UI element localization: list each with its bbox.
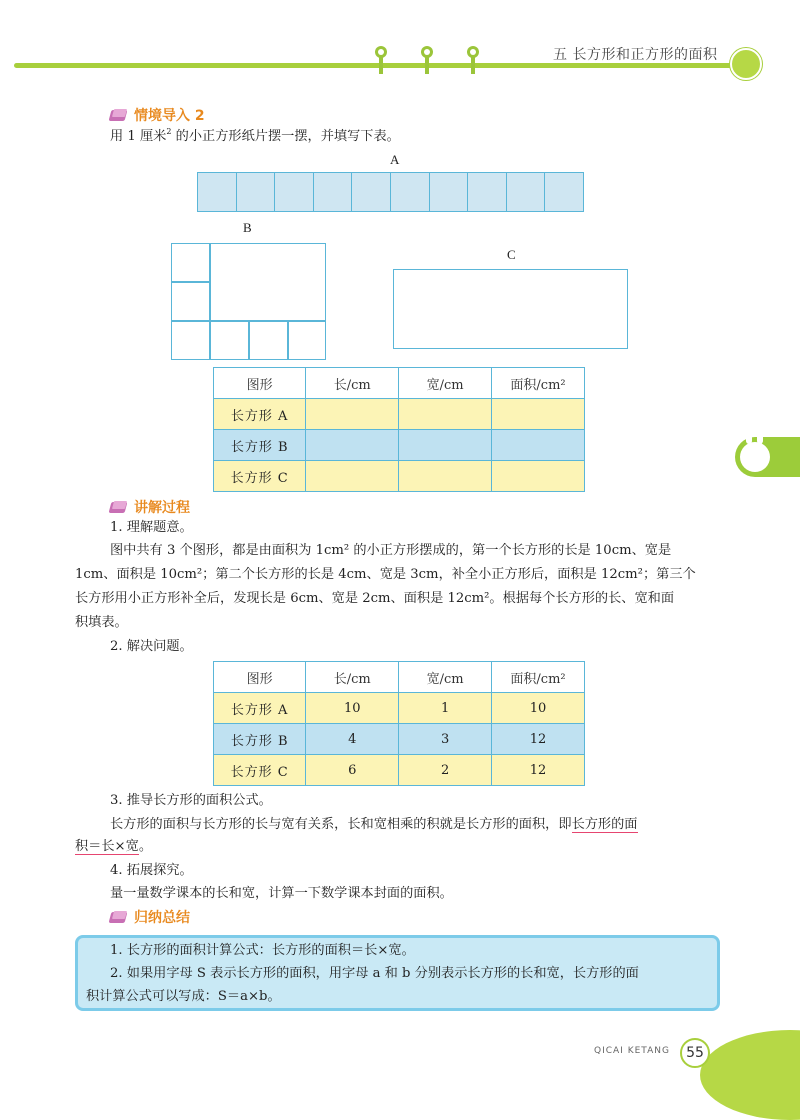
row-label: 长方形 A xyxy=(214,693,306,724)
table-row xyxy=(214,430,585,461)
formula-underline: 积＝长×宽 xyxy=(75,839,139,854)
value-cell: 3 xyxy=(399,724,492,755)
answer-cell[interactable] xyxy=(306,399,399,430)
grid-cell xyxy=(467,172,507,212)
answer-cell[interactable] xyxy=(306,461,399,492)
book-icon xyxy=(110,501,128,513)
grid-cell xyxy=(351,172,391,212)
value-cell: 2 xyxy=(399,755,492,786)
header-cell: 长/cm xyxy=(306,662,399,693)
figure-c-label: C xyxy=(507,247,516,262)
grid-cell xyxy=(197,172,237,212)
answer-cell[interactable] xyxy=(492,430,585,461)
summary-line: 积计算公式可以写成：S＝a×b。 xyxy=(86,989,281,1004)
header-cell: 图形 xyxy=(214,368,306,399)
header-cell: 图形 xyxy=(214,662,306,693)
answer-cell[interactable] xyxy=(399,461,492,492)
table-row xyxy=(214,693,585,724)
step2-title: 2. 解决问题。 xyxy=(110,639,193,654)
step4-title: 4. 拓展探究。 xyxy=(110,863,193,878)
section-heading-explain xyxy=(110,497,190,517)
binder-ring-icon xyxy=(420,46,434,82)
step1-title: 1. 理解题意。 xyxy=(110,520,193,535)
grid-cell xyxy=(236,172,276,212)
instruction-pre: 用 1 厘米 xyxy=(110,129,167,144)
table-row xyxy=(214,399,585,430)
footer-brand: QICAI KETANG xyxy=(594,1046,670,1056)
answer-cell[interactable] xyxy=(399,430,492,461)
bunny-icon xyxy=(740,442,770,472)
value-cell: 4 xyxy=(306,724,399,755)
answer-cell[interactable] xyxy=(492,461,585,492)
header-cell: 面积/cm² xyxy=(492,662,585,693)
header-cell: 长/cm xyxy=(306,368,399,399)
summary-line: 1. 长方形的面积计算公式：长方形的面积＝长×宽。 xyxy=(110,943,415,958)
header-cell: 面积/cm² xyxy=(492,368,585,399)
grid-line xyxy=(209,243,211,360)
mascot-icon xyxy=(730,48,762,80)
step4-line: 量一量数学课本的长和宽，计算一下数学课本封面的面积。 xyxy=(110,886,453,901)
book-icon xyxy=(110,109,128,121)
step1-line: 图中共有 3 个图形，都是由面积为 1cm² 的小正方形摆成的，第一个长方形的长是 10cm、宽是 xyxy=(110,543,672,558)
step1-line: 1cm、面积是 10cm²；第二个长方形的长是 4cm、宽是 3cm，补全小正方形后，面积是 12cm²；第三个 xyxy=(75,567,696,582)
grid-cell xyxy=(313,172,353,212)
table-row xyxy=(214,724,585,755)
book-icon xyxy=(110,911,128,923)
step3-line-1 xyxy=(110,814,638,836)
chapter-title: 五 长方形和正方形的面积 xyxy=(553,47,718,63)
step1-line: 积填表。 xyxy=(75,615,128,630)
grid-cell xyxy=(544,172,584,212)
binder-ring-icon xyxy=(466,46,480,82)
instruction-post: 的小正方形纸片摆一摆，并填写下表。 xyxy=(171,129,400,144)
binder-ring-icon xyxy=(374,46,388,82)
figure-a-grid xyxy=(197,172,584,212)
value-cell: 1 xyxy=(399,693,492,724)
table-header-row xyxy=(214,662,585,693)
table-row xyxy=(214,461,585,492)
answer-table xyxy=(213,661,585,786)
step1-line: 长方形用小正方形补全后，发现长是 6cm、宽是 2cm、面积是 12cm²。根据每个长方形的长、宽和面 xyxy=(75,591,675,606)
value-cell: 12 xyxy=(492,755,585,786)
row-label: 长方形 A xyxy=(214,399,306,430)
grid-cell xyxy=(274,172,314,212)
row-label: 长方形 B xyxy=(214,724,306,755)
value-cell: 6 xyxy=(306,755,399,786)
answer-cell[interactable] xyxy=(492,399,585,430)
instruction-sup: 2 xyxy=(166,127,172,136)
instruction-text xyxy=(110,126,400,148)
fill-in-table xyxy=(213,367,585,492)
formula-underline: 长方形的面 xyxy=(571,817,638,832)
grid-line xyxy=(248,320,250,360)
step3-end: 。 xyxy=(138,839,152,854)
table-header-row xyxy=(214,368,585,399)
figure-b-label: B xyxy=(243,220,252,235)
page-number: 55 xyxy=(680,1038,710,1068)
row-label: 长方形 B xyxy=(214,430,306,461)
step3-line-2 xyxy=(75,836,152,858)
value-cell: 10 xyxy=(492,693,585,724)
answer-cell[interactable] xyxy=(399,399,492,430)
grid-cell xyxy=(429,172,469,212)
figure-a-label: A xyxy=(390,152,400,167)
section-heading-text: 讲解过程 xyxy=(134,500,190,516)
grid-cell xyxy=(506,172,546,212)
section-heading-summary xyxy=(110,907,190,927)
footer-decoration xyxy=(700,1030,800,1120)
row-label: 长方形 C xyxy=(214,755,306,786)
value-cell: 12 xyxy=(492,724,585,755)
figure-c-rect xyxy=(393,269,628,349)
table-row xyxy=(214,755,585,786)
grid-line xyxy=(171,281,210,283)
section-heading-text: 情境导入 2 xyxy=(134,108,205,124)
section-heading-intro xyxy=(110,105,205,125)
row-label: 长方形 C xyxy=(214,461,306,492)
step3-title: 3. 推导长方形的面积公式。 xyxy=(110,793,272,808)
header-cell: 宽/cm xyxy=(399,368,492,399)
step3-plain-text: 长方形的面积与长方形的长与宽有关系，长和宽相乘的积就是长方形的面积，即 xyxy=(110,817,572,832)
value-cell: 10 xyxy=(306,693,399,724)
summary-line: 2. 如果用字母 S 表示长方形的面积，用字母 a 和 b 分别表示长方形的长和宽，长方形的面 xyxy=(110,966,639,981)
grid-cell xyxy=(390,172,430,212)
header-cell: 宽/cm xyxy=(399,662,492,693)
section-heading-text: 归纳总结 xyxy=(134,910,190,926)
grid-line xyxy=(287,320,289,360)
answer-cell[interactable] xyxy=(306,430,399,461)
